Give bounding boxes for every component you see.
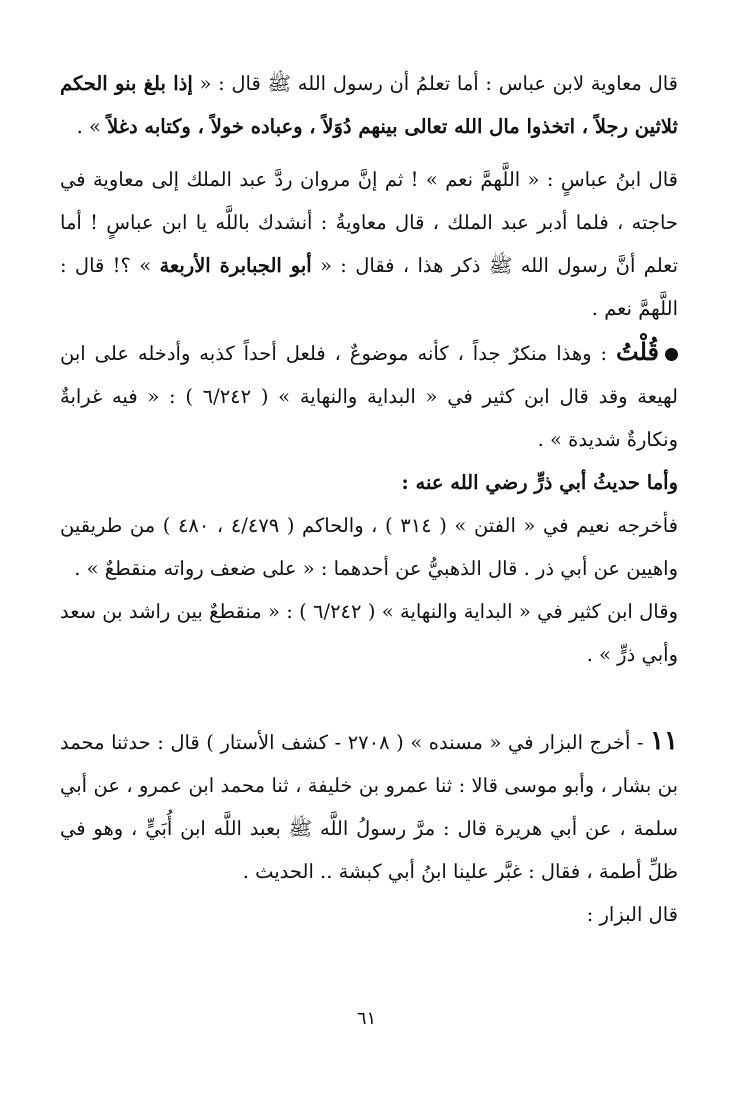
ibn-abbas-paragraph: [60, 158, 678, 330]
hadith-11-paragraph: [60, 720, 678, 893]
ibn-abbas-intro: قال ابنُ عباسٍ : « اللَّهمَّ نعم » ! ثم إنَّ مروان ردَّ عبد الملك إلى معاوية في حاجته ، فلما أدبر عبد الملك ، قال معاويةُ : أنشدك باللَّه يا ابن عباسٍ ! أما تعلم أنَّ رسول الله ﷺ ذكر هذا ، فقال : «: [60, 168, 678, 277]
author-note: [60, 330, 678, 461]
hadith-number: ١١: [650, 726, 678, 756]
note-text: : وهذا منكرٌ جداً ، كأنه موضوعٌ ، فلعل أحداً كذبه وأدخله على ابن لهيعة وقد قال ابن كثير في « البداية والنهاية » ( ٦/٢٤٢ ) : « فيه غرابةٌ ونكارةٌ شديدة » .: [60, 342, 678, 451]
muawiya-intro: قال معاوية لابن عباس : أما تعلمُ أن رسول الله ﷺ قال : «: [192, 72, 678, 95]
muawiya-paragraph: [60, 62, 678, 148]
abu-dharr-takhrij: فأخرجه نعيم في « الفتن » ( ٣١٤ ) ، والحاكم ( ٤/٤٧٩ ، ٤٨٠ ) من طريقين واهيين عن أبي ذر . قال الذهبيُّ عن أحدهما : « على ضعف رواته منقطعٌ » .: [60, 514, 678, 580]
note-label: قُلْتُ: [616, 337, 659, 366]
page-content: [60, 62, 678, 936]
ibn-kathir-paragraph: وقال ابن كثير في « البداية والنهاية » ( ٦/٢٤٢ ) : « منقطعٌ بين راشد بن سعد وأبي ذرٍّ » .: [60, 600, 678, 666]
hadith-11-text: أخرج البزار في « مسنده » ( ٢٧٠٨ - كشف الأستار ) قال : حدثنا محمد بن بشار ، وأبو موسى قالا : ثنا عمرو بن خليفة ، ثنا محمد ابن عمرو ، عن أبي سلمة ، عن أبي هريرة قال : مرَّ رسولُ اللَّه ﷺ بعبد اللَّه ابن أُبَيٍّ ، وهو في ظلِّ أطمة ، فقال : غبَّر علينا ابنُ أبي كبشة .. الحديث .: [60, 731, 678, 883]
hadith-quote-bold: إذا بلغ بنو الحكم ثلاثين رجلاً ، اتخذوا مال الله تعالى بينهم دُوَلاً ، وعباده خولاً ، وكتابه دغلاً: [60, 72, 678, 138]
ibn-abbas-end: » ؟! قال : اللَّهمَّ نعم .: [60, 254, 678, 320]
abu-dharr-heading: وأما حديثُ أبي ذرٍّ رضي الله عنه :: [401, 471, 678, 494]
hadith-number-dash: -: [630, 731, 651, 754]
muawiya-quote-close: » .: [76, 115, 108, 138]
four-tyrants-bold: أبو الجبابرة الأربعة: [159, 254, 312, 277]
bullet-icon: [665, 348, 678, 361]
bazzar-said: قال البزار :: [586, 903, 678, 926]
page-number: ٦١: [356, 1008, 377, 1029]
